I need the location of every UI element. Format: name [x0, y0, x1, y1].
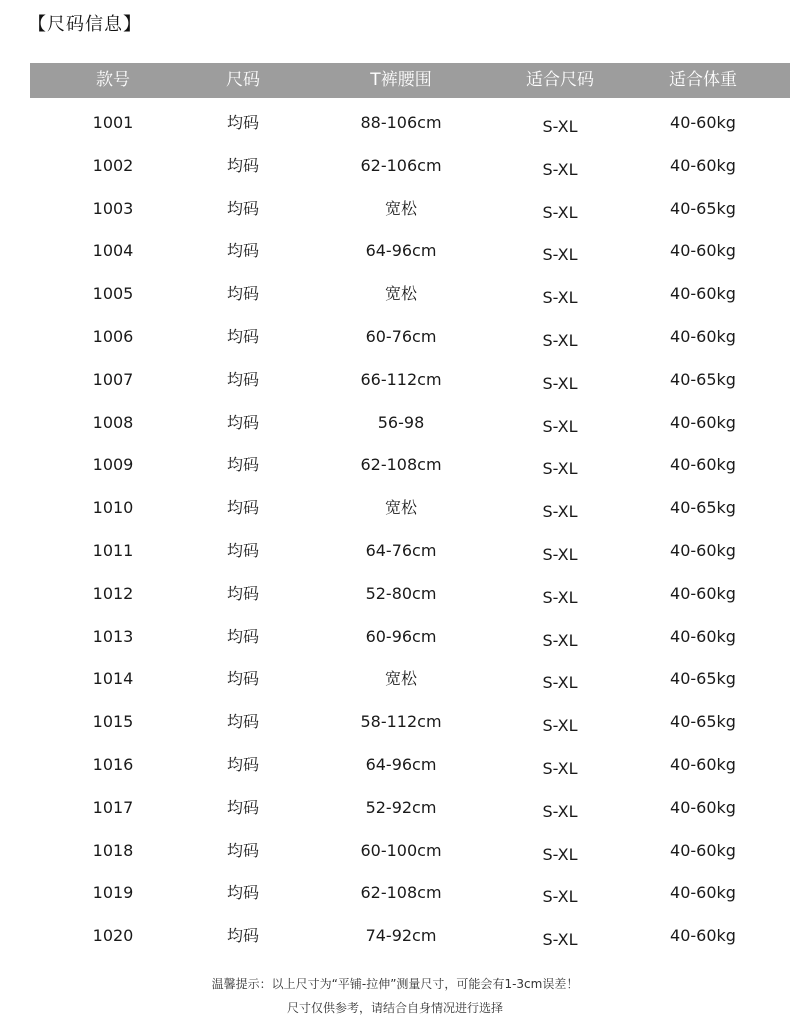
cell-fit-size: S-XL [542, 588, 578, 607]
cell-fit-weight: 40-60kg [670, 327, 736, 346]
cell-waist: 64-96cm [365, 241, 437, 260]
header-waist: T裤腰围 [370, 70, 432, 90]
cell-waist: 60-76cm [365, 327, 437, 346]
table-row [0, 754, 790, 790]
table-row [0, 840, 790, 876]
cell-fit-size: S-XL [542, 887, 578, 906]
table-row [0, 369, 790, 405]
cell-waist: 52-92cm [365, 798, 437, 817]
table-row [0, 454, 790, 490]
cell-fit-size: S-XL [542, 160, 578, 179]
cell-waist: 52-80cm [365, 584, 437, 603]
table-row [0, 668, 790, 704]
cell-waist: 宽松 [384, 199, 418, 218]
cell-waist: 64-96cm [365, 755, 437, 774]
cell-waist: 64-76cm [365, 541, 437, 560]
cell-waist: 60-96cm [365, 627, 437, 646]
cell-size: 均码 [226, 327, 260, 346]
cell-fit-size: S-XL [542, 673, 578, 692]
cell-fit-size: S-XL [542, 631, 578, 650]
cell-fit-weight: 40-60kg [670, 883, 736, 902]
cell-style-no: 1012 [92, 584, 134, 603]
cell-fit-weight: 40-60kg [670, 627, 736, 646]
cell-waist: 74-92cm [365, 926, 437, 945]
cell-waist: 56-98 [377, 413, 425, 432]
cell-size: 均码 [226, 541, 260, 560]
cell-style-no: 1016 [92, 755, 134, 774]
cell-size: 均码 [226, 284, 260, 303]
cell-fit-size: S-XL [542, 845, 578, 864]
cell-style-no: 1020 [92, 926, 134, 945]
cell-fit-weight: 40-60kg [670, 455, 736, 474]
cell-fit-weight: 40-65kg [670, 199, 736, 218]
cell-size: 均码 [226, 199, 260, 218]
cell-style-no: 1007 [92, 370, 134, 389]
table-row [0, 198, 790, 234]
cell-fit-weight: 40-60kg [670, 755, 736, 774]
cell-size: 均码 [226, 498, 260, 517]
cell-size: 均码 [226, 755, 260, 774]
cell-size: 均码 [226, 712, 260, 731]
cell-style-no: 1015 [92, 712, 134, 731]
footnote-tip: 温馨提示：以上尺寸为“平铺-拉伸”测量尺寸，可能会有1-3cm误差！ [211, 977, 579, 991]
table-row [0, 925, 790, 961]
cell-waist: 62-108cm [360, 883, 442, 902]
cell-size: 均码 [226, 627, 260, 646]
table-row [0, 797, 790, 833]
cell-style-no: 1006 [92, 327, 134, 346]
cell-size: 均码 [226, 883, 260, 902]
table-row [0, 326, 790, 362]
cell-fit-weight: 40-60kg [670, 541, 736, 560]
table-row [0, 626, 790, 662]
cell-fit-weight: 40-60kg [670, 798, 736, 817]
cell-fit-weight: 40-60kg [670, 926, 736, 945]
table-row [0, 112, 790, 148]
cell-fit-weight: 40-60kg [670, 156, 736, 175]
cell-size: 均码 [226, 841, 260, 860]
cell-style-no: 1004 [92, 241, 134, 260]
cell-fit-size: S-XL [542, 759, 578, 778]
cell-style-no: 1001 [92, 113, 134, 132]
cell-style-no: 1010 [92, 498, 134, 517]
cell-fit-size: S-XL [542, 245, 578, 264]
cell-size: 均码 [226, 669, 260, 688]
cell-style-no: 1013 [92, 627, 134, 646]
cell-style-no: 1018 [92, 841, 134, 860]
cell-fit-weight: 40-60kg [670, 284, 736, 303]
cell-style-no: 1003 [92, 199, 134, 218]
cell-fit-size: S-XL [542, 374, 578, 393]
cell-waist: 62-106cm [360, 156, 442, 175]
cell-waist: 58-112cm [360, 712, 442, 731]
cell-waist: 62-108cm [360, 455, 442, 474]
cell-size: 均码 [226, 156, 260, 175]
cell-fit-weight: 40-60kg [670, 584, 736, 603]
cell-fit-size: S-XL [542, 802, 578, 821]
cell-fit-weight: 40-65kg [670, 498, 736, 517]
cell-style-no: 1008 [92, 413, 134, 432]
cell-waist: 60-100cm [360, 841, 442, 860]
cell-size: 均码 [226, 241, 260, 260]
cell-style-no: 1005 [92, 284, 134, 303]
cell-size: 均码 [226, 798, 260, 817]
cell-fit-size: S-XL [542, 117, 578, 136]
cell-style-no: 1009 [92, 455, 134, 474]
table-row [0, 155, 790, 191]
cell-style-no: 1011 [92, 541, 134, 560]
cell-style-no: 1002 [92, 156, 134, 175]
cell-size: 均码 [226, 455, 260, 474]
table-row [0, 412, 790, 448]
cell-fit-size: S-XL [542, 417, 578, 436]
table-row [0, 240, 790, 276]
cell-size: 均码 [226, 370, 260, 389]
cell-style-no: 1014 [92, 669, 134, 688]
cell-fit-size: S-XL [542, 716, 578, 735]
cell-size: 均码 [226, 413, 260, 432]
header-fit-weight: 适合体重 [669, 70, 737, 90]
header-style-no: 款号 [96, 70, 130, 90]
cell-waist: 宽松 [384, 669, 418, 688]
cell-fit-weight: 40-60kg [670, 241, 736, 260]
cell-size: 均码 [226, 926, 260, 945]
header-size: 尺码 [226, 70, 260, 90]
cell-waist: 66-112cm [360, 370, 442, 389]
table-row [0, 497, 790, 533]
cell-style-no: 1019 [92, 883, 134, 902]
table-row [0, 283, 790, 319]
cell-waist: 88-106cm [360, 113, 442, 132]
cell-fit-size: S-XL [542, 930, 578, 949]
cell-fit-weight: 40-60kg [670, 841, 736, 860]
table-row [0, 711, 790, 747]
footnote-reference: 尺寸仅供参考，请结合自身情况进行选择 [286, 1001, 503, 1015]
cell-fit-weight: 40-60kg [670, 413, 736, 432]
table-row [0, 583, 790, 619]
cell-fit-size: S-XL [542, 203, 578, 222]
cell-fit-weight: 40-65kg [670, 370, 736, 389]
cell-waist: 宽松 [384, 284, 418, 303]
table-header [30, 63, 790, 98]
header-fit-size: 适合尺码 [526, 70, 594, 90]
cell-fit-weight: 40-60kg [670, 113, 736, 132]
cell-fit-weight: 40-65kg [670, 712, 736, 731]
table-row [0, 882, 790, 918]
cell-fit-size: S-XL [542, 459, 578, 478]
cell-fit-size: S-XL [542, 288, 578, 307]
cell-fit-size: S-XL [542, 545, 578, 564]
cell-size: 均码 [226, 113, 260, 132]
cell-fit-size: S-XL [542, 502, 578, 521]
table-row [0, 540, 790, 576]
cell-waist: 宽松 [384, 498, 418, 517]
cell-fit-size: S-XL [542, 331, 578, 350]
cell-fit-weight: 40-65kg [670, 669, 736, 688]
cell-style-no: 1017 [92, 798, 134, 817]
size-info-title: 【尺码信息】 [28, 14, 142, 35]
cell-size: 均码 [226, 584, 260, 603]
